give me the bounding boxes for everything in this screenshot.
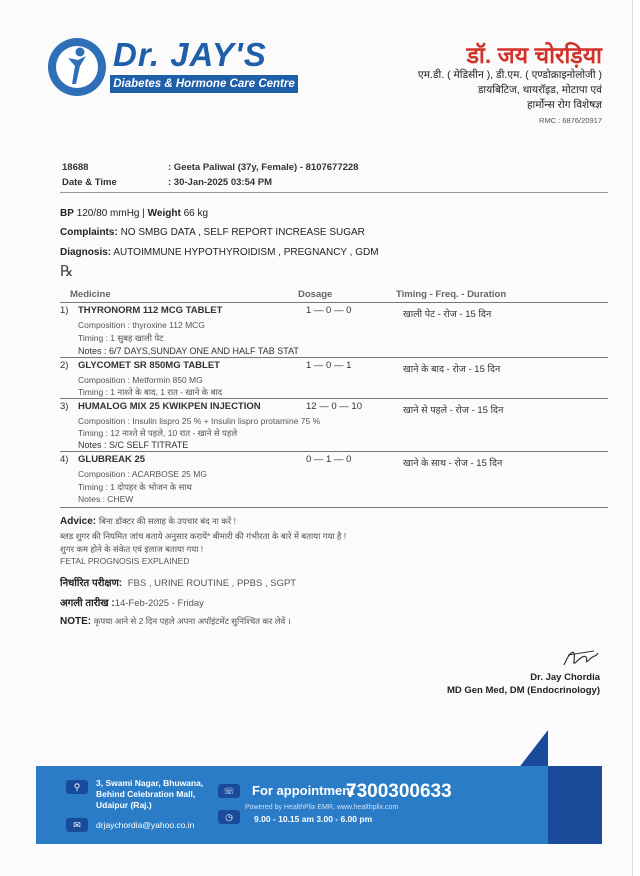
appointment-label: For appointment : bbox=[252, 783, 363, 798]
clock-icon: ◷ bbox=[218, 810, 240, 824]
qualification-line: डायबिटिज, थायरॉइड, मोटापा एवं bbox=[477, 84, 602, 96]
patient-details: : Geeta Paliwal (37y, Female) - 8107677228 bbox=[168, 162, 359, 173]
next-visit-label: अगली तारीख : bbox=[60, 598, 115, 609]
medicine-composition: Composition : Insulin lispro 25 % + Insulin lispro protamine 75 % bbox=[78, 416, 321, 426]
bp-label: BP bbox=[60, 208, 74, 219]
note-label: NOTE: bbox=[60, 616, 92, 627]
diagnosis-label: Diagnosis: bbox=[60, 247, 112, 258]
datetime-value: : 30-Jan-2025 03:54 PM bbox=[168, 177, 273, 188]
signature-icon bbox=[560, 643, 600, 673]
doctor-name-hindi: डॉ. जय चोरड़िया bbox=[466, 42, 602, 68]
complaints bbox=[60, 227, 365, 238]
weight-label: Weight bbox=[147, 208, 181, 219]
medicine-composition: Composition : ACARBOSE 25 MG bbox=[78, 469, 207, 479]
medicine-timing-freq: खाने के बाद - रोज - 15 दिन bbox=[403, 364, 501, 375]
clinic-address bbox=[96, 778, 203, 811]
medicine-timing: Timing : 12 नाश्ते से पहले, 10 रात - खाने से पहले bbox=[78, 428, 238, 438]
medicine-notes: Notes : 6/7 DAYS,SUNDAY ONE AND HALF TAB STAT bbox=[78, 346, 299, 356]
datetime-label: Date & Time bbox=[62, 177, 117, 188]
address-line: 3, Swami Nagar, Bhuwana, bbox=[96, 778, 204, 788]
complaints-label: Complaints: bbox=[60, 227, 118, 238]
weight-value: 66 kg bbox=[183, 208, 209, 219]
address-line: Behind Celebration Mall, bbox=[96, 789, 196, 799]
diagnosis-value: AUTOIMMUNE HYPOTHYROIDISM , PREGNANCY , GDM bbox=[113, 247, 379, 258]
advice bbox=[60, 516, 236, 527]
address-line: Udaipur (Raj.) bbox=[96, 800, 152, 810]
divider bbox=[60, 192, 608, 193]
next-visit-value: 14-Feb-2025 - Friday bbox=[114, 598, 204, 609]
doctor-qualifications bbox=[342, 68, 602, 113]
brand-tagline: Diabetes & Hormone Care Centre bbox=[110, 75, 298, 93]
doctor-signature-title: MD Gen Med, DM (Endocrinology) bbox=[446, 685, 600, 696]
tests-label: निर्धारित परीक्षण: bbox=[60, 578, 123, 589]
appointment-phone[interactable]: 7300300633 bbox=[346, 781, 452, 802]
medicine-dosage: 0 — 1 — 0 bbox=[306, 454, 352, 465]
divider bbox=[60, 302, 608, 303]
powered-by: Powered by HealthPlix EMR, www.healthplix.com bbox=[245, 804, 399, 811]
medicine-timing: Timing : 1 दोपहर के भोजन के साथ bbox=[78, 482, 192, 492]
medicine-timing-freq: खाने से पहले - रोज - 15 दिन bbox=[403, 405, 504, 416]
phone-icon: ☏ bbox=[218, 784, 240, 798]
next-visit bbox=[60, 595, 204, 609]
patient-id: 18688 bbox=[62, 162, 89, 173]
dosage-header: Dosage bbox=[298, 289, 333, 300]
person-logo-icon bbox=[64, 46, 90, 86]
timing-header: Timing - Freq. - Duration bbox=[396, 289, 507, 300]
vitals bbox=[60, 208, 208, 219]
medicine-dosage: 1 — 0 — 1 bbox=[306, 360, 352, 371]
doctor-signature-name: Dr. Jay Chordia bbox=[530, 672, 600, 683]
complaints-value: NO SMBG DATA , SELF REPORT INCREASE SUGAR bbox=[120, 227, 365, 238]
clinic-hours: 9.00 - 10.15 am 3.00 - 6.00 pm bbox=[254, 814, 373, 824]
medicine-number: 3) bbox=[60, 401, 69, 412]
brand-name: Dr. JAY'S bbox=[113, 36, 267, 73]
medicine-number: 4) bbox=[60, 454, 69, 465]
medicine-dosage: 12 — 0 — 10 bbox=[306, 401, 362, 412]
medicine-notes: Notes : CHEW bbox=[78, 494, 134, 504]
advice-line: बिना डॉक्टर की सलाह के उपचार बंद ना करें ! bbox=[98, 516, 236, 526]
medicine-number: 2) bbox=[60, 360, 69, 371]
divider bbox=[60, 357, 608, 358]
medicine-name: THYRONORM 112 MCG TABLET bbox=[78, 305, 223, 316]
email-icon: ✉ bbox=[66, 818, 88, 832]
rmc-number: RMC : 6876/20917 bbox=[539, 116, 602, 125]
medicine-timing: Timing : 1 नाश्ते के बाद, 1 रात - खाने के बाद bbox=[78, 387, 223, 397]
advice-line: FETAL PROGNOSIS EXPLAINED bbox=[60, 556, 190, 566]
medicine-header: Medicine bbox=[70, 289, 111, 300]
tests-value: FBS , URINE ROUTINE , PPBS , SGPT bbox=[127, 578, 297, 589]
advice-line: ब्लड शुगर की नियमित जांच बताये अनुसार करायें* बीमारी की गंभीरता के बारे में बताया गया है ! bbox=[60, 531, 347, 541]
advice-line: शुगर कम होने के संकेत एवं इलाज बताया गया ! bbox=[60, 544, 204, 554]
bp-value: 120/80 mmHg | bbox=[76, 208, 145, 219]
clinic-email[interactable]: drjaychordia@yahoo.co.in bbox=[96, 820, 195, 830]
rx-icon: ℞ bbox=[60, 263, 74, 280]
location-icon: ⚲ bbox=[66, 780, 88, 794]
medicine-dosage: 1 — 0 — 0 bbox=[306, 305, 352, 316]
tests bbox=[60, 575, 296, 589]
note bbox=[60, 616, 291, 627]
medicine-number: 1) bbox=[60, 305, 69, 316]
medicine-name: HUMALOG MIX 25 KWIKPEN INJECTION bbox=[78, 401, 261, 412]
medicine-name: GLUBREAK 25 bbox=[78, 454, 146, 465]
medicine-notes: Notes : S/C SELF TITRATE bbox=[78, 440, 189, 450]
divider bbox=[60, 398, 608, 399]
footer-decoration bbox=[548, 766, 602, 844]
divider bbox=[60, 451, 608, 452]
divider bbox=[60, 507, 608, 508]
diagnosis bbox=[60, 247, 379, 258]
medicine-composition: Composition : thyroxine 112 MCG bbox=[78, 320, 205, 330]
note-value: कृपया आने से 2 दिन पहले अपना अपॉइंटमेंट सुनिश्चित कर लेवें । bbox=[93, 616, 291, 626]
qualification-line: एम.डी. ( मेडिसीन ), डी.एम. ( एण्डोक्राइनोलोजी ) bbox=[417, 69, 602, 81]
qualification-line: हार्मोन्स रोग विशेषज्ञ bbox=[526, 99, 602, 111]
medicine-name: GLYCOMET SR 850MG TABLET bbox=[78, 360, 220, 371]
medicine-composition: Composition : Metformin 850 MG bbox=[78, 375, 203, 385]
medicine-timing: Timing : 1 सुबह खाली पेट bbox=[78, 333, 164, 343]
medicine-timing-freq: खाने के साथ - रोज - 15 दिन bbox=[403, 458, 503, 469]
medicine-timing-freq: खाली पेट - रोज - 15 दिन bbox=[403, 309, 492, 320]
advice-label: Advice: bbox=[60, 516, 97, 527]
